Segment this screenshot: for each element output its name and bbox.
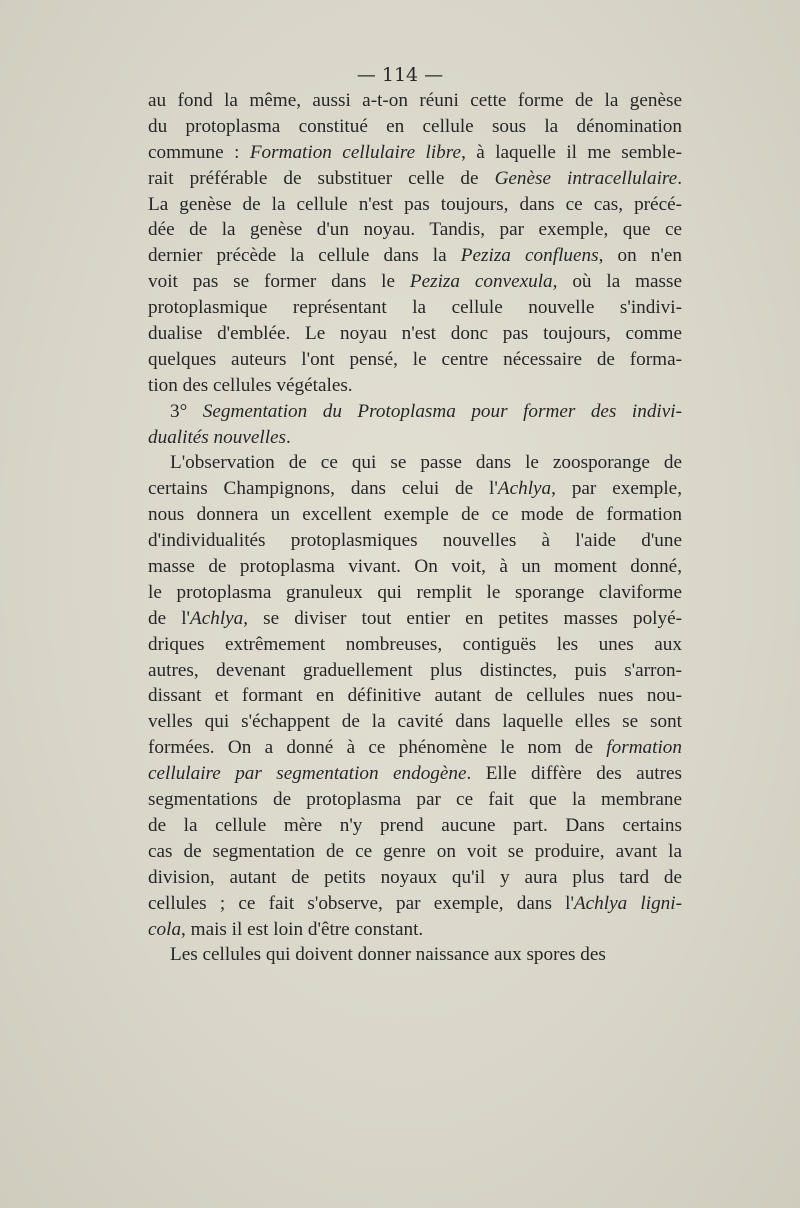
text-line: nous donnera un excellent exemple de ce mode de formation xyxy=(148,504,682,526)
text-line: L'observation de ce qui se passe dans le zoosporange de xyxy=(170,452,682,474)
text-line: autres, devenant graduellement plus distinctes, puis s'arron- xyxy=(148,659,682,681)
text-line: protoplasmique représentant la cellule nouvelle s'indivi- xyxy=(148,297,682,319)
text-line: du protoplasma constitué en cellule sous la dénomination xyxy=(148,115,682,137)
text-line: au fond la même, aussi a-t-on réuni cette forme de la genèse xyxy=(148,90,682,111)
text-line: La genèse de la cellule n'est pas toujours, dans ce cas, précé- xyxy=(148,193,682,215)
text-line: tion des cellules végétales. xyxy=(148,374,353,396)
text-line: dualités nouvelles. xyxy=(148,426,291,448)
text-line: velles qui s'échappent de la cavité dans laquelle elles se sont xyxy=(148,711,682,733)
paragraph xyxy=(148,450,682,942)
text-line: dernier précède la cellule dans la Peziza confluens, on n'en xyxy=(148,245,682,267)
section-heading xyxy=(148,399,682,451)
italic-term: cola xyxy=(148,918,182,940)
italic-term: dualités nouvelles xyxy=(148,426,287,448)
text-line: division, autant de petits noyaux qu'il y aura plus tard de xyxy=(148,866,682,888)
text-line: dualise d'emblée. Le noyau n'est donc pas toujours, comme xyxy=(148,323,682,345)
text-line: dissant et formant en définitive autant de cellules nues nou- xyxy=(148,685,682,707)
text-line: rait préférable de substituer celle de Genèse intracellulaire. xyxy=(148,167,682,189)
italic-term: Peziza convexula xyxy=(409,271,553,293)
paragraph xyxy=(148,942,682,968)
body-text xyxy=(148,88,682,968)
italic-term: formation xyxy=(606,737,682,759)
text-line: driques extrêmement nombreuses, contiguës les unes aux xyxy=(148,633,682,655)
text-line: cas de segmentation de ce genre on voit se produire, avant la xyxy=(148,840,682,862)
text-line: quelques auteurs l'ont pensé, le centre nécessaire de forma- xyxy=(148,348,682,370)
italic-term: cellulaire par segmentation endogène xyxy=(148,763,467,785)
page-number: — 114 — xyxy=(356,64,444,86)
text-line: dée de la genèse d'un noyau. Tandis, par exemple, que ce xyxy=(148,219,682,241)
text-line: masse de protoplasma vivant. On voit, à un moment donné, xyxy=(148,556,682,578)
text-line: 3° Segmentation du Protoplasma pour former des indivi- xyxy=(170,400,682,422)
italic-term: Segmentation du Protoplasma pour former des indivi- xyxy=(202,400,682,422)
text-line: de l'Achlya, se diviser tout entier en petites masses polyé- xyxy=(148,607,682,629)
text-line: cola, mais il est loin d'être constant. xyxy=(148,918,424,940)
paragraph xyxy=(148,88,682,399)
italic-term: Formation cellulaire libre xyxy=(249,141,462,163)
italic-term: Peziza confluens xyxy=(460,245,599,267)
italic-term: Achlya xyxy=(189,607,244,629)
text-line: le protoplasma granuleux qui remplit le sporange claviforme xyxy=(148,581,682,603)
text-line: commune : Formation cellulaire libre, à laquelle il me semble- xyxy=(148,141,682,163)
italic-term: Achlya xyxy=(497,478,552,500)
text-line: segmentations de protoplasma par ce fait que la membrane xyxy=(148,789,682,811)
text-line: cellules ; ce fait s'observe, par exemple, dans l'Achlya ligni- xyxy=(148,892,682,914)
italic-term: Genèse intracellulaire xyxy=(494,167,678,189)
text-line: certains Champignons, dans celui de l'Achlya, par exemple, xyxy=(148,478,682,500)
text-line: Les cellules qui doivent donner naissance aux spores des xyxy=(170,944,606,966)
text-line: voit pas se former dans le Peziza convexula, où la masse xyxy=(148,271,682,293)
text-line: cellulaire par segmentation endogène. Elle diffère des autres xyxy=(148,763,682,785)
text-line: de la cellule mère n'y prend aucune part. Dans certains xyxy=(148,814,682,836)
text-line: formées. On a donné à ce phénomène le nom de formation xyxy=(148,737,682,759)
text-line: d'individualités protoplasmiques nouvelles à l'aide d'une xyxy=(148,530,682,552)
italic-term: Achlya ligni- xyxy=(573,892,682,914)
